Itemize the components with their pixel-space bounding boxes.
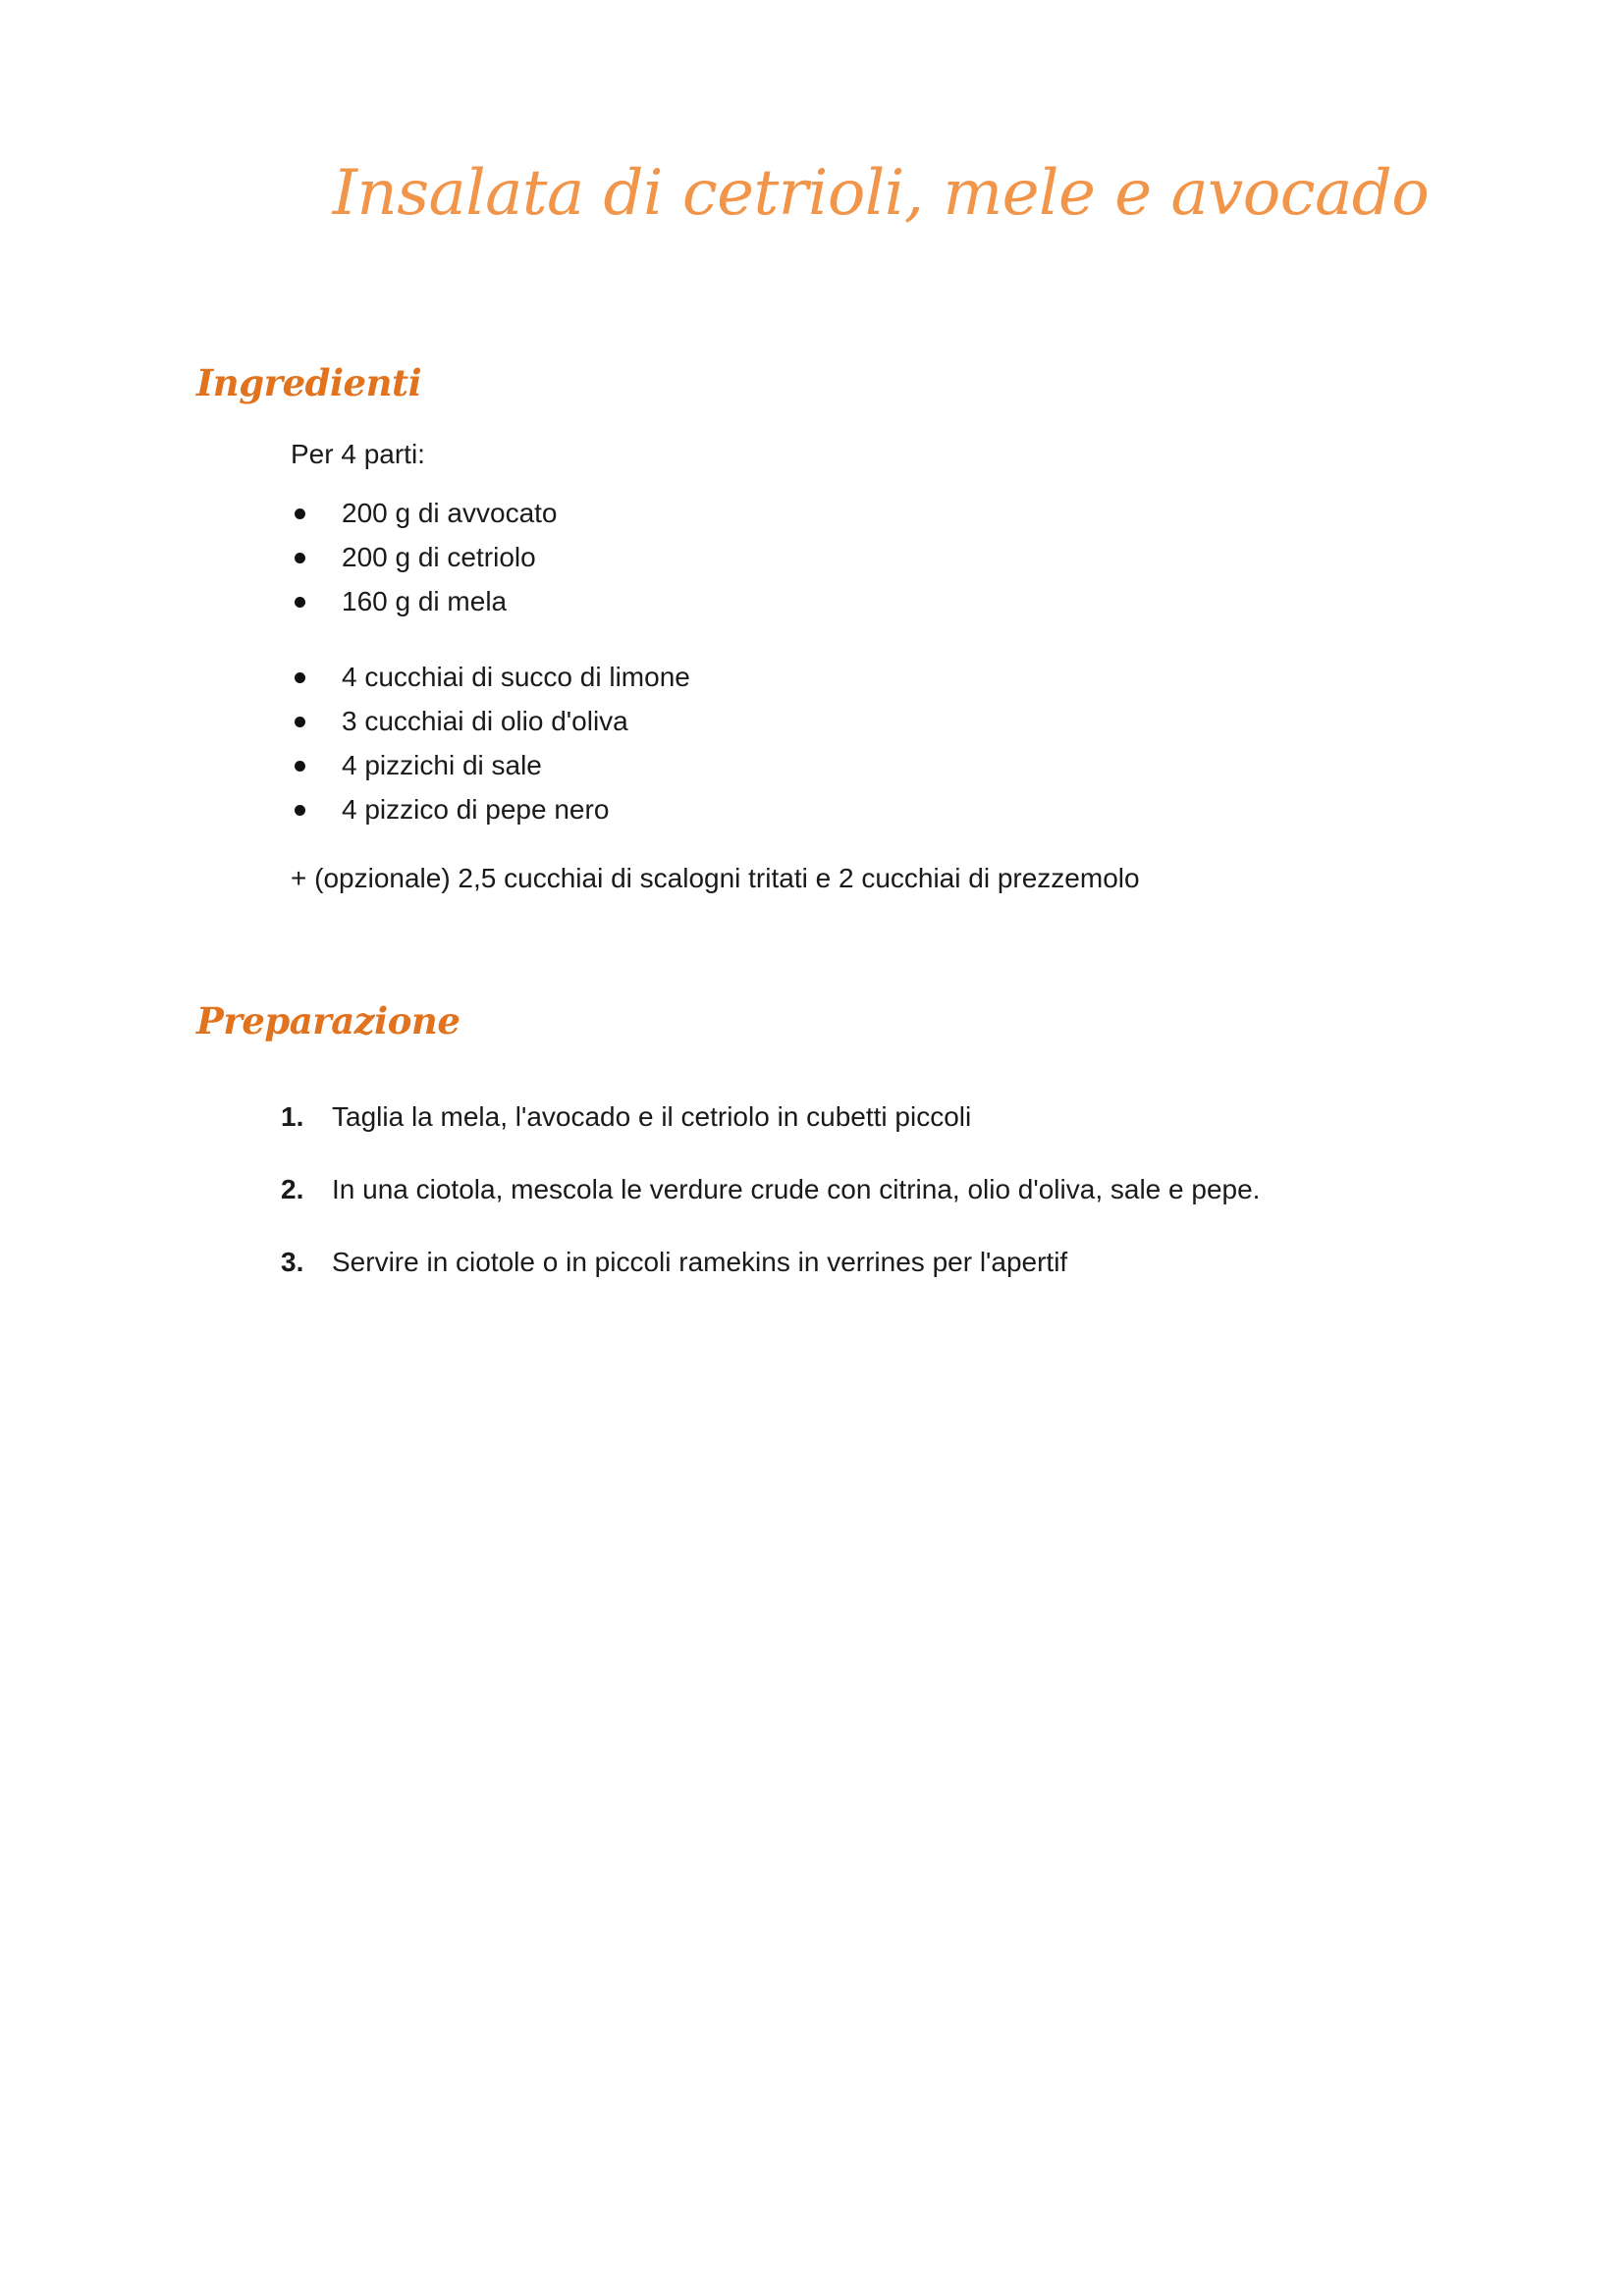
- bullet-icon: [295, 717, 305, 727]
- step-number: 3.: [281, 1247, 304, 1277]
- ingredient-list-main: [291, 497, 558, 629]
- bullet-icon: [295, 761, 305, 772]
- bullet-icon: [295, 553, 305, 563]
- list-item: [291, 749, 690, 793]
- list-item: [291, 541, 558, 585]
- step-text: Servire in ciotole o in piccoli ramekins in verrines per l'apertif: [332, 1247, 1068, 1277]
- bullet-icon: [295, 597, 305, 608]
- preparation-heading: Preparazione: [196, 999, 460, 1042]
- preparation-steps: [281, 1100, 1260, 1318]
- step-text: Taglia la mela, l'avocado e il cetriolo in cubetti piccoli: [332, 1101, 972, 1132]
- bullet-icon: [295, 805, 305, 816]
- ingredient-text: 4 cucchiai di succo di limone: [342, 662, 690, 692]
- ingredient-text: 4 pizzichi di sale: [342, 750, 542, 780]
- bullet-icon: [295, 508, 305, 519]
- list-item: [291, 585, 558, 629]
- list-item: [291, 497, 558, 541]
- step-number: 2.: [281, 1174, 304, 1204]
- step-item: [281, 1246, 1260, 1318]
- ingredient-list-dressing: [291, 661, 690, 837]
- ingredients-heading: Ingredienti: [196, 361, 422, 404]
- list-item: [291, 793, 690, 837]
- step-number: 1.: [281, 1101, 304, 1132]
- bullet-icon: [295, 672, 305, 683]
- servings-text: Per 4 parti:: [291, 439, 425, 469]
- list-item: [291, 705, 690, 749]
- optional-ingredients-text: + (opzionale) 2,5 cucchiai di scalogni tritati e 2 cucchiai di prezzemolo: [291, 863, 1140, 893]
- ingredient-text: 3 cucchiai di olio d'oliva: [342, 706, 628, 736]
- step-text: In una ciotola, mescola le verdure crude con citrina, olio d'oliva, sale e pepe.: [332, 1174, 1261, 1204]
- ingredient-text: 200 g di cetriolo: [342, 542, 536, 572]
- ingredient-text: 160 g di mela: [342, 586, 508, 616]
- list-item: [291, 661, 690, 705]
- step-item: [281, 1173, 1260, 1246]
- step-item: [281, 1100, 1260, 1173]
- ingredient-text: 4 pizzico di pepe nero: [342, 794, 610, 825]
- recipe-title: Insalata di cetrioli, mele e avocado: [332, 157, 1430, 230]
- ingredient-text: 200 g di avvocato: [342, 498, 558, 528]
